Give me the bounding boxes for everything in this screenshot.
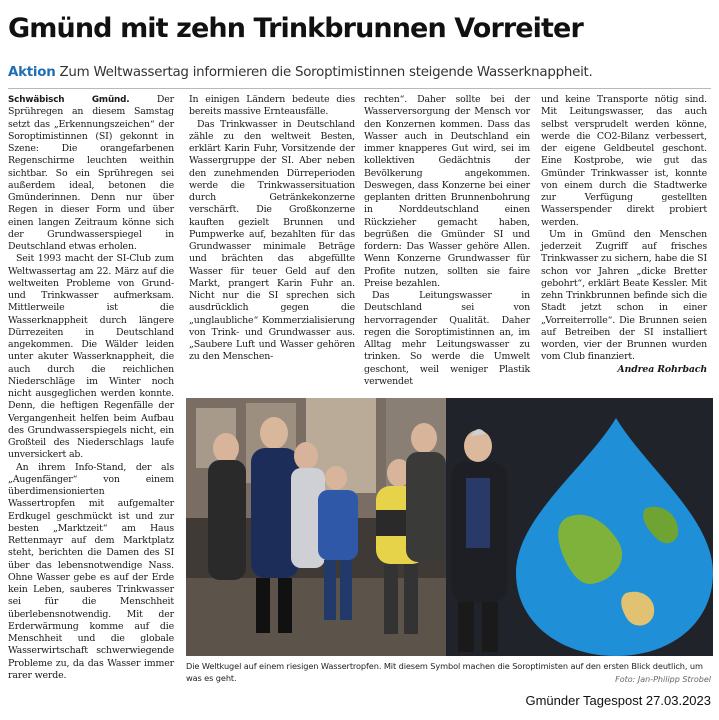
paragraph: An ihrem Info-Stand, der als „Augenfänger“ von einem überdimensionierten Wassertropfen mit aufgemalter Erdkugel geschmückt ist und zur besten „Marktzeit“ am Haus Rettenmayr auf dem Marktplatz steht, berichten die Damen des SI über das lebensnotwendige Nass. Ohne Wasser gebe es auf der Erde kein Leben, sauberes Trinkwasser sei für die Menschheit überlebensnotwendig. Mit der Erderwärmung komme auf die Menschheit und die globale Wasserwirtschaft schwerwiegende Probleme zu, da das Wasser immer rarer werde. bbox=[8, 461, 174, 681]
paragraph: Seit 1993 macht der SI-Club zum Weltwassertag am 22. März auf die weltweiten Probleme von Grund- und Trinkwasser aufmerksam. Mittlerweile ist die Wasserknappheit durch längere Dürrezeiten in Deutschland angekommen. Die Wälder leiden unter akuter Wasserknappheit, die auch durch die reichlichen Niederschläge im Winter noch nicht ausgeglichen werden konnte. Denn, die heftigen Regenfälle der Vergangenheit helfen beim Aufbau des Grundwasserspiegels nicht, ein Großteil des Niederschlags laufe unversickert ab. bbox=[8, 253, 174, 461]
photo-credit: Foto: Jan-Philipp Strobel bbox=[615, 675, 711, 684]
photo bbox=[186, 398, 713, 656]
paragraph: rechten“. Daher sollte bei der Wasserversorgung der Mensch vor den Konzernen kommen. Dass das Wasser auch in Deutschland ein immer knapperes Gut wird, sei im kollektiven Gedächtnis der Bevölkerung angekommen. Deswegen, dass Konzerne bei einer geplanten dritten Brunnenbohrung in Norddeutschland einen Rückzieher gemacht haben, begrüßen die Gmünder SI und fordern: Das Wasser gehöre Allen. Wenn Konzerne Grundwasser für Profite nutzen, sollten sie faire Preise bezahlen. bbox=[364, 94, 530, 289]
place-label: Schwäbisch Gmünd. bbox=[8, 95, 130, 105]
paragraph: In einigen Ländern bedeute dies bereits massive Ernteausfälle. bbox=[189, 94, 355, 118]
paragraph: Das Trinkwasser in Deutschland zähle zu den weltweit Besten, erklärt Karin Fuhr, Vorsitzende der Wassergruppe der SI. Aber neben den zunehmenden Dürreperioden werde die Trinkwassersituation durch Getränkekonzerne verschärft. Die Großkonzerne kauften gezielt Brunnen und Pumpwerke auf, bezahlten für das Grundwasser minimale Beträge und brächten das abgefüllte Wasser für teuer Geld auf den Markt, prangert Karin Fuhr an. Nicht nur die SI sprechen sich ausdrücklich gegen die „unglaubliche“ Kommerzialisierung von Trink- und Grundwasser aus. „Saubere Luft und Wasser gehören zu den Menschen- bbox=[189, 118, 355, 363]
article-column-1 bbox=[8, 94, 174, 694]
paragraph: Um in Gmünd den Menschen jederzeit Zugriff auf frisches Trinkwasser zu sichern, habe die SI schon vor Jahren „dicke Bretter gebohrt“, erklärt Beate Kessler. Mit zehn Trinkbrunnen befinde sich die Stadt jetzt schon in einer „Vorreiterrolle“. Die Brunnen seien auf Betreiben der SI installiert worden, vier der Brunnen wurden vom Club finanziert. bbox=[541, 228, 707, 363]
teaser bbox=[8, 64, 713, 82]
paragraph: und keine Transporte nötig sind. Mit Leitungswasser, das auch selbst versprudelt werden könne, werde die CO2-Bilanz verbessert, der eigene Geldbeutel geschont. Eine Kostprobe, wie gut das Gmünder Trinkwasser ist, konnte von einem durch die Stadtwerke zur Verfügung gestellten Wasserspender direkt probiert werden. bbox=[541, 94, 707, 228]
paragraph bbox=[8, 94, 174, 253]
article-column-3 bbox=[364, 94, 530, 390]
paragraph: Das Leitungswasser in Deutschland sei von hervorragender Qualität. Daher regen die Soroptimistinnen an, im Alltag mehr Leitungswasser zu trinken. So werde die Umwelt geschont, weil weniger Plastik verwendet bbox=[364, 290, 530, 387]
source-label: Gmünder Tagespost 27.03.2023 bbox=[525, 693, 711, 708]
author: Andrea Rohrbach bbox=[617, 363, 707, 375]
divider bbox=[8, 88, 711, 89]
article-column-2 bbox=[189, 94, 355, 390]
photo-caption: Die Weltkugel auf einem riesigen Wassertropfen. Mit diesem Symbol machen die Soroptimisten auf den ersten Blick deutlich, um was es geht. bbox=[186, 661, 703, 683]
paragraph-text: Der Sprühregen an diesem Samstag setzt das „Erkennungszeichen“ der Soroptimistinnen (SI) gekonnt in Szene: Die orangefarbenen Regenschirme leuchten weithin sichtbar. So ein Sprühregen sei außerdem ideal, betonen die Gmünderinnen. Denn nur über Regen in dieser Form und über einen langen Zeitraum könne sich der Grundwasserspiegel in Deutschland etwas erholen. bbox=[8, 94, 174, 252]
teaser-text: Zum Weltwassertag informieren die Soroptimistinnen steigende Wasserknappheit. bbox=[59, 65, 593, 80]
teaser-kicker: Aktion bbox=[8, 65, 56, 80]
article-column-4 bbox=[541, 94, 707, 390]
headline: Gmünd mit zehn Trinkbrunnen Vorreiter bbox=[8, 13, 583, 44]
